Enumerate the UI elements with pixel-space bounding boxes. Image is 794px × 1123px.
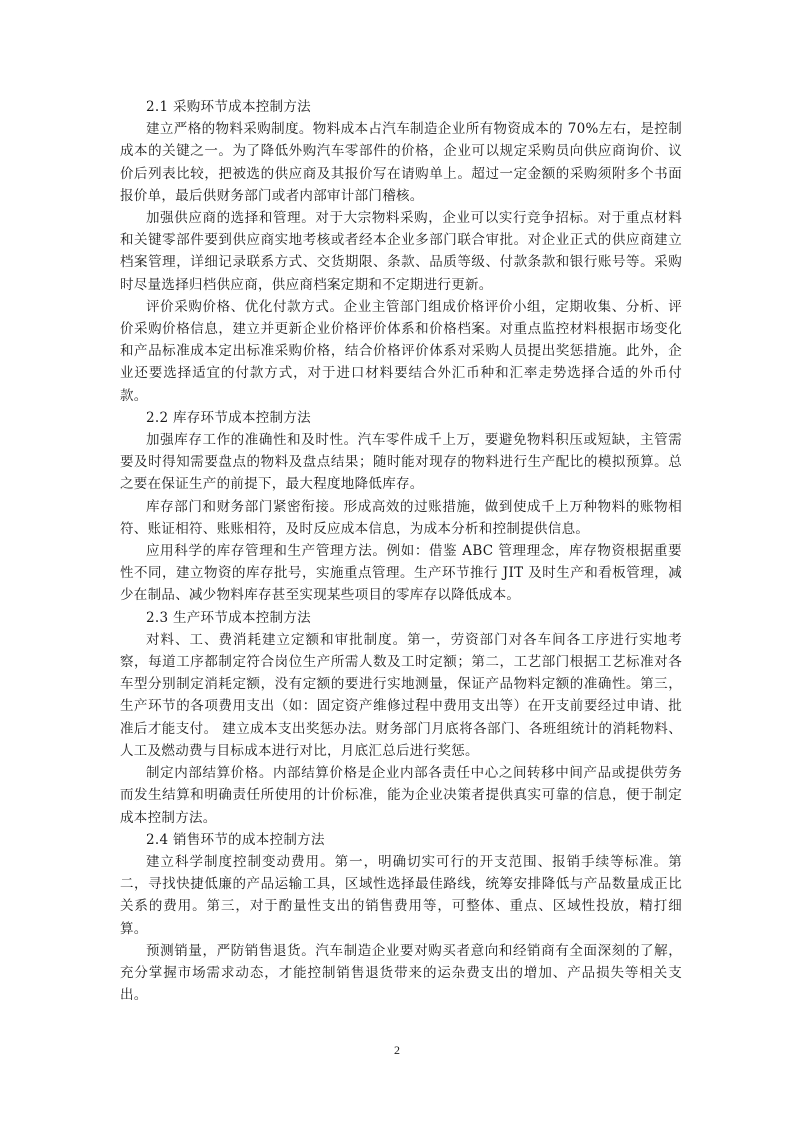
section-heading-inventory: 2.2 库存环节成本控制方法: [146, 409, 311, 426]
paragraph: 对料、工、费消耗建立定额和审批制度。第一，劳资部门对各车间各工序进行实地考察，每道工序都制定符合岗位生产所需人数及工时定额；第二，工艺部门根据工艺标准对各车型分别制定消耗定额，没有定额的要进行实地测量，保证产品物料定额的准确性。第三，生产环节的各项费用支出（如：固定资产维修过程中费用支出等）在开支前要经过申请、批准后才能支付。 建立成本支出奖惩办法。财务部门月底将各部门、各班组统计的消耗物料、人工及燃动费与目标成本进行对比，月底汇总后进行奖惩。: [120, 631, 682, 759]
document-body: [120, 96, 682, 1006]
section-heading-purchasing: 2.1 采购环节成本控制方法: [146, 99, 311, 115]
paragraph: 应用科学的库存管理和生产管理方法。例如：借鉴 ABC 管理理念，库存物资根据重要性不同，建立物资的库存批号，实施重点管理。生产环节推行 JIT 及时生产和看板管理，减少在制品、减少物料库存甚至实现某些项目的零库存以降低成本。: [120, 543, 682, 604]
paragraph: 评价采购价格、优化付款方式。企业主管部门组成价格评价小组，定期收集、分析、评价采购价格信息，建立并更新企业价格评价体系和价格档案。对重点监控材料根据市场变化和产品标准成本定出标准采购价格，结合价格评价体系对采购人员提出奖惩措施。此外，企业还要选择适宜的付款方式，对于进口材料要结合外汇币种和汇率走势选择合适的外币付款。: [120, 298, 682, 404]
paragraph: 库存部门和财务部门紧密衔接。形成高效的过账措施，做到使成千上万种物料的账物相符、账证相符、账账相符，及时反应成本信息，为成本分析和控制提供信息。: [120, 498, 682, 537]
paragraph: 加强供应商的选择和管理。对于大宗物料采购，企业可以实行竞争招标。对于重点材料和关键零部件要到供应商实地考核或者经本企业多部门联合审批。对企业正式的供应商建立档案管理，详细记录联系方式、交货期限、条款、品质等级、付款条款和银行账号等。采购时尽量选择归档供应商，供应商档案定期和不定期进行更新。: [120, 210, 682, 293]
page-number: 2: [394, 1043, 400, 1057]
paragraph: 建立科学制度控制变动费用。第一，明确切实可行的开支范围、报销手续等标准。第二，寻找快捷低廉的产品运输工具，区域性选择最佳路线，统筹安排降低与产品数量成正比关系的费用。第三，对于酌量性支出的销售费用等，可整体、重点、区域性投放，精打细算。: [120, 853, 682, 937]
paragraph: 制定内部结算价格。内部结算价格是企业内部各责任中心之间转移中间产品或提供劳务而发生结算和明确责任所使用的计价标准，能为企业决策者提供真实可靠的信息，便于制定成本控制方法。: [120, 765, 682, 826]
paragraph: 建立严格的物料采购制度。物料成本占汽车制造企业所有物资成本的 70%左右，是控制成本的关键之一。为了降低外购汽车零部件的价格，企业可以规定采购员向供应商询价、议价后列表比较，把被选的供应商及其报价写在请购单上。超过一定金额的采购须附多个书面报价单，最后供财务部门或者内部审计部门稽核。: [120, 121, 682, 204]
section-heading-production: 2.3 生产环节成本控制方法: [146, 609, 311, 626]
paragraph: 预测销量，严防销售退货。汽车制造企业要对购买者意向和经销商有全面深刻的了解，充分掌握市场需求动态，才能控制销售退货带来的运杂费支出的增加、产品损失等相关支出。: [120, 942, 682, 1004]
section-heading-sales: 2.4 销售环节的成本控制方法: [146, 831, 325, 848]
paragraph: 加强库存工作的准确性和及时性。汽车零件成千上万，要避免物料积压或短缺，主管需要及时得知需要盘点的物料及盘点结果；随时能对现存的物料进行生产配比的模拟预算。总之要在保证生产的前提下，最大程度地降低库存。: [120, 432, 682, 493]
